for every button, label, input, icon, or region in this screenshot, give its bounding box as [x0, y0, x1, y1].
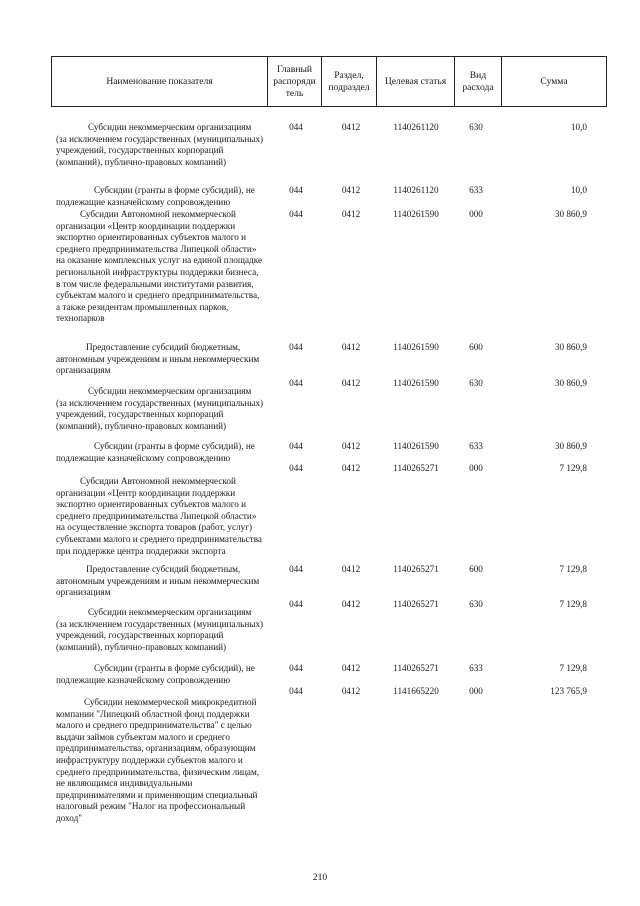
- row-article: 1140261590: [393, 209, 439, 219]
- header-admin: Главный распоряди тель: [267, 57, 321, 106]
- row-sum: 30 860,9: [554, 441, 587, 451]
- row-name: Субсидии некоммерческим организациям (за исключением государственных (муниципальных) учреждений, государственных корпораций (компаний), публично-правовых компаний): [56, 122, 264, 167]
- row-admin: 044: [289, 342, 303, 352]
- row-admin: 044: [289, 441, 303, 451]
- row-section: 0412: [341, 185, 361, 195]
- row-sum: 10,0: [570, 122, 587, 132]
- row-sum: 7 129,8: [559, 463, 587, 473]
- row-name: Субсидии некоммерческим организациям (за исключением государственных (муниципальных) учреждений, государственных корпораций (компаний), публично-правовых компаний): [56, 607, 264, 652]
- row-article: 1140261120: [393, 122, 439, 132]
- row-admin: 044: [289, 686, 303, 696]
- row-name: Субсидии (гранты в форме субсидий), не подлежащие казначейскому сопровождению: [56, 441, 255, 463]
- header-vid: Вид расхода: [454, 57, 501, 106]
- row-admin: 044: [289, 185, 303, 195]
- row-article: 1140261590: [393, 378, 439, 388]
- row-section: 0412: [341, 686, 361, 696]
- row-sum: 7 129,8: [559, 564, 587, 574]
- row-sum: 30 860,9: [554, 378, 587, 388]
- row-section: 0412: [341, 441, 361, 451]
- row-section: 0412: [341, 209, 361, 219]
- row-vid: 630: [469, 378, 483, 388]
- row-vid: 630: [469, 599, 483, 609]
- row-vid: 000: [469, 463, 483, 473]
- row-article: 1141665220: [393, 686, 439, 696]
- row-name: Субсидии некоммерческой микрокредитной компании "Липецкий областной фонд поддержки малого и среднего предпринимательства" с целью выдачи займов субъектам малого и среднего предпринимательства, организациям, образующим инфраструктуру поддержки субъектов малого и среднего предпринимательства, физическим лицам, не являющимся индивидуальными предпринимателями и применяющим специальный налоговый режим "Налог на профессиональный доход": [56, 697, 260, 823]
- header-name: Наименование показателя: [106, 75, 213, 87]
- row-vid: 633: [469, 663, 483, 673]
- row-article: 1140265271: [393, 599, 439, 609]
- row-section: 0412: [341, 599, 361, 609]
- row-section: 0412: [341, 663, 361, 673]
- row-admin: 044: [289, 564, 303, 574]
- row-article: 1140261590: [393, 441, 439, 451]
- row-sum: 7 129,8: [559, 663, 587, 673]
- row-article: 1140261120: [393, 185, 439, 195]
- row-section: 0412: [341, 463, 361, 473]
- row-vid: 000: [469, 209, 483, 219]
- row-article: 1140265271: [393, 564, 439, 574]
- row-article: 1140261590: [393, 342, 439, 352]
- row-name: Предоставление субсидий бюджетным, автономным учреждениям и иным некоммерческим организациям: [56, 342, 260, 376]
- row-admin: 044: [289, 663, 303, 673]
- row-vid: 600: [469, 564, 483, 574]
- row-sum: 123 765,9: [550, 686, 587, 696]
- row-name: Предоставление субсидий бюджетным, автономным учреждениям и иным некоммерческим организациям: [56, 564, 260, 598]
- row-admin: 044: [289, 378, 303, 388]
- row-sum: 30 860,9: [554, 342, 587, 352]
- row-section: 0412: [341, 378, 361, 388]
- row-sum: 7 129,8: [559, 599, 587, 609]
- row-admin: 044: [289, 122, 303, 132]
- header-section: Раздел, подраздел: [321, 57, 376, 106]
- row-name: Субсидии (гранты в форме субсидий), не подлежащие казначейскому сопровождению: [56, 185, 255, 207]
- header-sum: Сумма: [501, 57, 606, 106]
- row-section: 0412: [341, 342, 361, 352]
- row-admin: 044: [289, 209, 303, 219]
- table-header: [51, 56, 607, 107]
- row-vid: 630: [469, 122, 483, 132]
- row-section: 0412: [341, 122, 361, 132]
- row-name: Субсидии (гранты в форме субсидий), не подлежащие казначейскому сопровождению: [56, 663, 255, 685]
- row-vid: 000: [469, 686, 483, 696]
- row-name: Субсидии Автономной некоммерческой организации «Центр координации поддержки экспортно ориентированных субъектов малого и среднего предпринимательства Липецкой области» на оказание комплексных услуг на единой площадке региональной инфраструктуры поддержки бизнеса, в том числе федеральными институтами развития, субъектам малого и среднего предпринимательства, а также резидентам промышленных парков, технопарков: [56, 209, 263, 324]
- header-article: Целевая статья: [376, 57, 454, 106]
- row-admin: 044: [289, 599, 303, 609]
- row-sum: 10,0: [570, 185, 587, 195]
- page-number: 210: [312, 872, 328, 883]
- row-vid: 633: [469, 185, 483, 195]
- row-name: Субсидии Автономной некоммерческой организации «Центр координации поддержки экспортно ориентированных субъектов малого и среднего предпринимательства Липецкой области» на осуществление экспорта товаров (работ, услуг) субъектами малого и среднего предпринимательства при поддержке центра поддержки экспорта: [56, 476, 262, 556]
- row-name: Субсидии некоммерческим организациям (за исключением государственных (муниципальных) учреждений, государственных корпораций (компаний), публично-правовых компаний): [56, 386, 264, 431]
- row-section: 0412: [341, 564, 361, 574]
- row-article: 1140265271: [393, 663, 439, 673]
- row-admin: 044: [289, 463, 303, 473]
- row-article: 1140265271: [393, 463, 439, 473]
- row-vid: 633: [469, 441, 483, 451]
- row-sum: 30 860,9: [554, 209, 587, 219]
- row-vid: 600: [469, 342, 483, 352]
